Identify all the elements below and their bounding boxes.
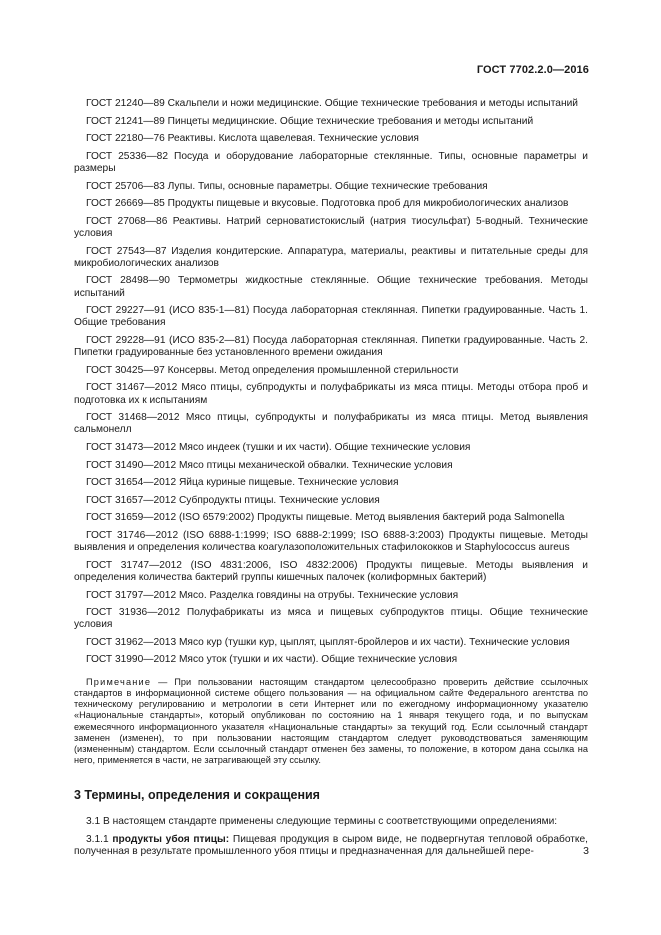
reference-item: ГОСТ 31936—2012 Полуфабрикаты из мяса и пищевых субпродуктов птицы. Общие технические условия	[74, 607, 588, 631]
clause-number: 3.1.1	[86, 833, 113, 845]
reference-item: ГОСТ 31654—2012 Яйца куриные пищевые. Технические условия	[86, 477, 399, 489]
reference-item: ГОСТ 21241—89 Пинцеты медицинские. Общие технические требования и методы испытаний	[86, 115, 534, 127]
note-label: Примечание	[86, 676, 152, 687]
reference-item: ГОСТ 31473—2012 Мясо индеек (тушки и их части). Общие технические условия	[86, 441, 471, 453]
reference-item: ГОСТ 31659—2012 (ISO 6579:2002) Продукты пищевые. Метод выявления бактерий рода Salmonella	[86, 512, 565, 524]
reference-item: ГОСТ 31747—2012 (ISO 4831:2006, ISO 4832:2006) Продукты пищевые. Методы выявления и определения количества бактерий группы кишечных палочек (колиформных бактерий)	[74, 559, 588, 583]
reference-item: ГОСТ 31962—2013 Мясо кур (тушки кур, цыплят, цыплят-бройлеров и их части). Технические условия	[86, 636, 570, 648]
reference-item: ГОСТ 30425—97 Консервы. Метод определения промышленной стерильности	[86, 364, 459, 376]
reference-item: ГОСТ 29228—91 (ИСО 835-2—81) Посуда лабораторная стеклянная. Пипетки градуированные. Часть 2. Пипетки градуированные без установленного времени ожидания	[74, 334, 588, 359]
reference-item: ГОСТ 31490—2012 Мясо птицы механической обвалки. Технические условия	[86, 459, 453, 471]
reference-item: ГОСТ 31797—2012 Мясо. Разделка говядины на отрубы. Технические условия	[86, 589, 459, 601]
note-text: — При пользовании настоящим стандартом целесообразно проверить действие ссылочных стандартов в информационной системе общего пользования — на официальном сайте Федерального агентства по техническому регулированию и метрологии в сети Интернет или по ежегодному информационному указателю «Национальные стандарты», который опубликован по состоянию на 1 января текущего года, и по выпускам ежемесячного информационного указателя «Национальные стандарты» за текущий год. Если ссылочный стандарт заменен (изменен), то при пользовании настоящим стандартом следует руководствоваться заменяющим (измененным) стандартом. Если ссылочный стандарт отменен без замены, то положение, в котором дана ссылка на него, применяется в части, не затрагивающей эту ссылку.	[74, 676, 588, 766]
reference-item: ГОСТ 25706—83 Лупы. Типы, основные параметры. Общие технические требования	[86, 180, 488, 192]
reference-item: ГОСТ 27068—86 Реактивы. Натрий серноватистокислый (натрия тиосульфат) 5-водный. Технические условия	[74, 215, 588, 239]
reference-item: ГОСТ 26669—85 Продукты пищевые и вкусовые. Подготовка проб для микробиологических анализов	[86, 198, 569, 210]
page-number: 3	[583, 845, 589, 857]
reference-item: ГОСТ 31468—2012 Мясо птицы, субпродукты и полуфабрикаты из мяса птицы. Метод выявления сальмонелл	[74, 412, 588, 436]
note	[74, 677, 588, 767]
reference-item: ГОСТ 25336—82 Посуда и оборудование лабораторные стеклянные. Типы, основные параметры и размеры	[74, 150, 588, 174]
clause-3-1: 3.1 В настоящем стандарте применены следующие термины с соответствующими определениями:	[86, 816, 558, 828]
definition-text: Пищевая продукция в сыром виде, не подвергнутая тепловой обработке, полученная в результате промышленного убоя птицы и предназначенная для дальнейшей пере-	[74, 833, 588, 858]
normative-references-list	[74, 98, 588, 667]
section-3-title: 3 Термины, определения и сокращения	[74, 788, 320, 803]
reference-item: ГОСТ 31746—2012 (ISO 6888-1:1999; ISO 6888-2:1999; ISO 6888-3:2003) Продукты пищевые. Методы выявления и определения количества коагулазоположительных стафилококков и Staphylococcus aureus	[74, 529, 588, 554]
reference-item: ГОСТ 27543—87 Изделия кондитерские. Аппаратура, материалы, реактивы и питательные среды для микробиологических анализов	[74, 245, 588, 269]
reference-item: ГОСТ 31657—2012 Субпродукты птицы. Технические условия	[86, 494, 380, 506]
reference-item: ГОСТ 21240—89 Скальпели и ножи медицинские. Общие технические требования и методы испытаний	[86, 98, 578, 109]
page-body	[74, 98, 588, 864]
document-code: ГОСТ 7702.2.0—2016	[476, 64, 589, 76]
reference-item: ГОСТ 28498—90 Термометры жидкостные стеклянные. Общие технические требования. Методы испытаний	[74, 275, 588, 299]
term: продукты убоя птицы:	[112, 833, 230, 845]
reference-item: ГОСТ 29227—91 (ИСО 835-1—81) Посуда лабораторная стеклянная. Пипетки градуированные. Часть 1. Общие требования	[74, 305, 588, 329]
reference-item: ГОСТ 31467—2012 Мясо птицы, субпродукты и полуфабрикаты из мяса птицы. Методы отбора проб и подготовка их к испытаниям	[74, 382, 588, 406]
reference-item: ГОСТ 31990—2012 Мясо уток (тушки и их части). Общие технические условия	[86, 654, 458, 666]
clause-3-1-1	[74, 834, 588, 859]
reference-item: ГОСТ 22180—76 Реактивы. Кислота щавелевая. Технические условия	[86, 133, 419, 145]
